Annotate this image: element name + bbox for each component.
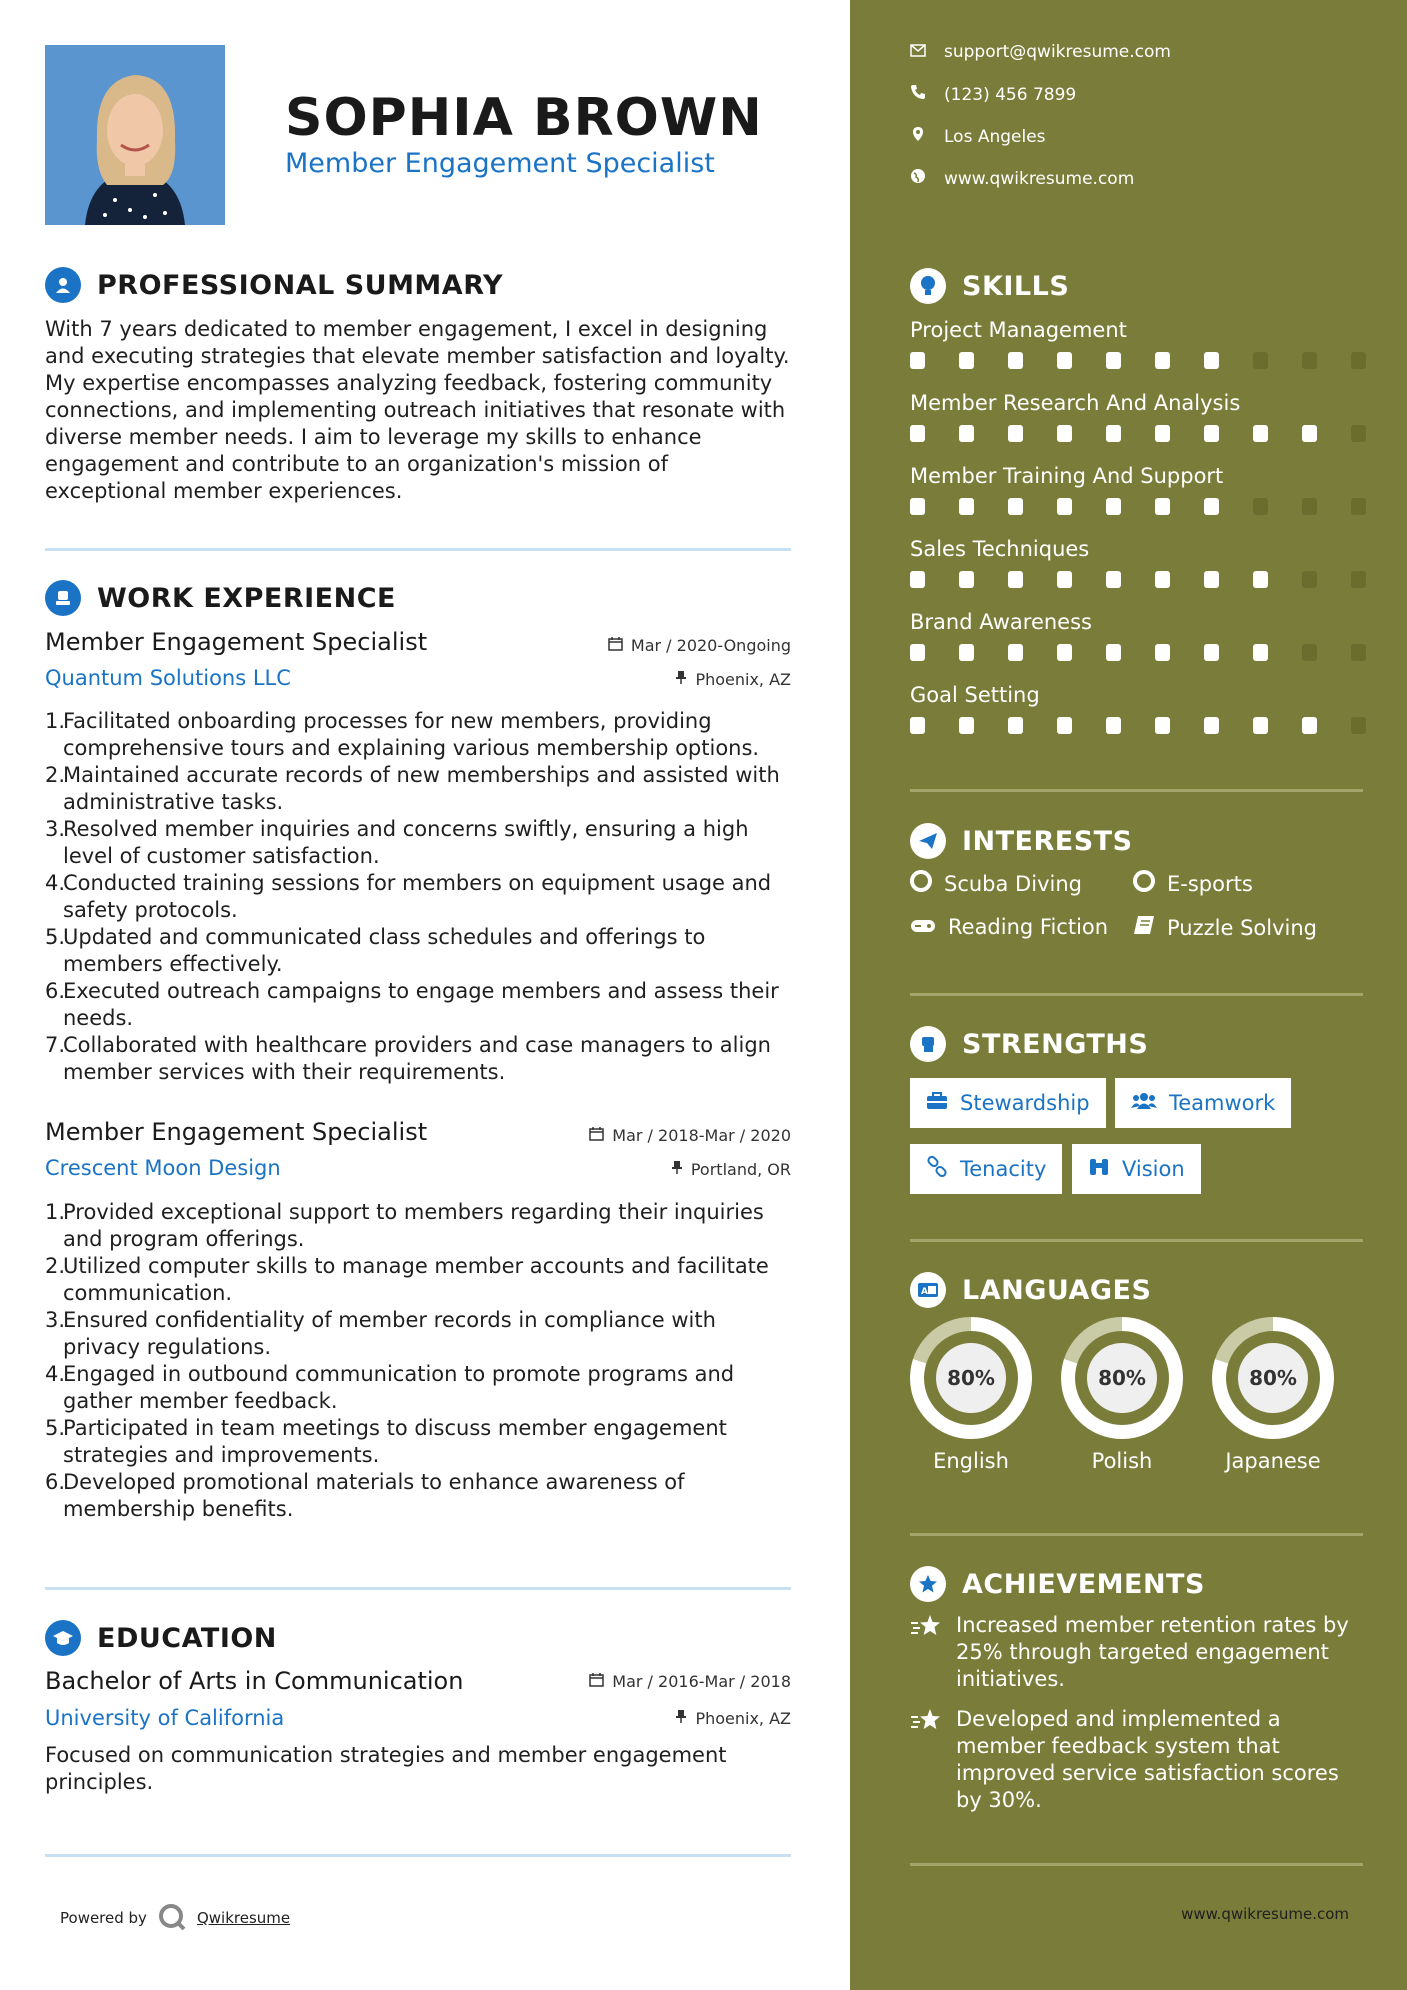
- fist-icon: [910, 1026, 946, 1062]
- qwikresume-logo-icon: [157, 1902, 187, 1934]
- sidebar: [850, 0, 1407, 1990]
- summary-line: My expertise encompasses analyzing feedback, fostering community: [45, 371, 773, 395]
- calendar-icon: [589, 1672, 604, 1691]
- skills-heading: [910, 268, 1069, 304]
- rating-dot-filled: [1253, 717, 1268, 734]
- job-location-text: Portland, OR: [690, 1160, 791, 1179]
- language-progress-ring: [910, 1317, 1032, 1439]
- rating-dot-filled: [1106, 352, 1121, 369]
- achievement-item: Developed and implemented a member feedback system that improved service satisfaction scores by 30%.: [910, 1706, 1370, 1814]
- rating-dot-filled: [1253, 644, 1268, 661]
- company-name: Quantum Solutions LLC: [45, 666, 291, 690]
- rating-dot-filled: [1008, 717, 1023, 734]
- globe-icon: [910, 168, 926, 189]
- summary-line: diverse member needs. I aim to leverage my skills to enhance: [45, 425, 702, 449]
- rating-dot-filled: [959, 498, 974, 515]
- users-icon: [1131, 1091, 1157, 1115]
- location-text: Los Angeles: [944, 126, 1046, 147]
- interest-item: [1133, 915, 1317, 940]
- strength-label: Teamwork: [1169, 1091, 1276, 1115]
- language-percent: 80%: [936, 1343, 1006, 1413]
- skill-name: Brand Awareness: [910, 610, 1092, 634]
- rating-dot-empty: [1351, 425, 1366, 442]
- rating-dot-filled: [1204, 571, 1219, 588]
- language-name: English: [933, 1449, 1009, 1473]
- rating-dot-filled: [1057, 498, 1072, 515]
- life-ring-icon: [910, 870, 932, 897]
- list-item: 2. Maintained accurate records of new memberships and assisted with administrative tasks.: [45, 763, 780, 814]
- section-divider: [45, 1854, 791, 1857]
- rating-dot-filled: [1057, 352, 1072, 369]
- list-item: 7. Collaborated with healthcare providers and case managers to align member services with their requirements.: [45, 1033, 771, 1084]
- rating-dot-filled: [1302, 425, 1317, 442]
- summary-line: connections, and implementing outreach initiatives that resonate with: [45, 398, 786, 422]
- job-date: [608, 636, 791, 655]
- rating-dot-filled: [910, 571, 925, 588]
- list-item: 5. Participated in team meetings to discuss member engagement strategies and improvements.: [45, 1416, 727, 1467]
- job-duties: [45, 1199, 795, 1523]
- user-icon: [45, 267, 81, 303]
- rating-dot-filled: [1204, 425, 1219, 442]
- language-percent: 80%: [1238, 1343, 1308, 1413]
- rating-dot-filled: [1106, 571, 1121, 588]
- calendar-icon: [608, 636, 623, 655]
- rating-dot-filled: [1204, 717, 1219, 734]
- section-divider: [910, 789, 1363, 792]
- rating-dot-filled: [910, 498, 925, 515]
- rating-dot-filled: [1057, 717, 1072, 734]
- interest-label: Scuba Diving: [944, 871, 1082, 896]
- paper-plane-icon: [910, 823, 946, 859]
- rating-dot-filled: [910, 425, 925, 442]
- strength-label: Stewardship: [960, 1091, 1090, 1115]
- rating-dot-empty: [1302, 644, 1317, 661]
- rating-dot-empty: [1351, 498, 1366, 515]
- strength-label: Vision: [1122, 1157, 1185, 1181]
- skill-name: Project Management: [910, 318, 1127, 342]
- strengths-title: STRENGTHS: [962, 1028, 1149, 1060]
- rating-dot-filled: [910, 644, 925, 661]
- achievements-heading: [910, 1566, 1205, 1602]
- interest-label: Reading Fiction: [948, 915, 1109, 939]
- list-item: 6. Executed outreach campaigns to engage members and assess their needs.: [45, 979, 779, 1030]
- job-title: Member Engagement Specialist: [45, 1118, 428, 1146]
- interest-label: Puzzle Solving: [1167, 915, 1317, 940]
- education-date: [589, 1672, 791, 1691]
- summary-line: exceptional member experiences.: [45, 479, 403, 503]
- website-text[interactable]: www.qwikresume.com: [944, 168, 1135, 189]
- pin-icon: [675, 670, 687, 689]
- rating-dot-filled: [910, 352, 925, 369]
- contact-email: [910, 42, 1171, 62]
- rating-dot-empty: [1351, 644, 1366, 661]
- map-marker-icon: [910, 126, 926, 147]
- rating-dot-filled: [1155, 498, 1170, 515]
- rating-dot-empty: [1253, 352, 1268, 369]
- list-item: 1. Facilitated onboarding processes for new members, providing comprehensive tours and explaining various membership options.: [45, 709, 760, 760]
- list-item: 5. Updated and communicated class schedules and offerings to members effectively.: [45, 925, 706, 976]
- powered-by-label: Powered by: [60, 1909, 147, 1927]
- gamepad-icon: [910, 915, 936, 939]
- email-text[interactable]: support@qwikresume.com: [944, 42, 1171, 62]
- rating-dot-filled: [1155, 571, 1170, 588]
- binoculars-icon: [1088, 1157, 1110, 1182]
- star-badge-icon: [910, 1566, 946, 1602]
- rating-dot-empty: [1351, 352, 1366, 369]
- section-divider: [910, 993, 1363, 996]
- phone-icon: [910, 84, 926, 105]
- life-ring-icon: [1133, 870, 1155, 897]
- language-progress-ring: [1212, 1317, 1334, 1439]
- rating-dot-filled: [959, 352, 974, 369]
- education-title: EDUCATION: [97, 1622, 277, 1654]
- skill-name: Member Training And Support: [910, 464, 1224, 488]
- company-name: Crescent Moon Design: [45, 1156, 281, 1180]
- skill-rating: [910, 644, 1366, 661]
- strength-tag: [1115, 1078, 1291, 1128]
- language-name: Polish: [1091, 1449, 1153, 1473]
- job-title: Member Engagement Specialist: [45, 628, 428, 656]
- rating-dot-filled: [1008, 425, 1023, 442]
- school-name: University of California: [45, 1706, 285, 1730]
- rating-dot-filled: [1106, 644, 1121, 661]
- qwikresume-link[interactable]: Qwikresume: [196, 1909, 291, 1927]
- languages-heading: [910, 1272, 1151, 1308]
- section-divider: [45, 548, 791, 551]
- rating-dot-filled: [1057, 644, 1072, 661]
- language-item: [1212, 1317, 1334, 1473]
- briefcase-icon: [45, 580, 81, 616]
- rating-dot-empty: [1302, 571, 1317, 588]
- language-percent: 80%: [1087, 1343, 1157, 1413]
- skill-rating: [910, 498, 1366, 515]
- job-location-text: Phoenix, AZ: [695, 670, 791, 689]
- strength-tag: [910, 1078, 1106, 1128]
- rating-dot-filled: [959, 644, 974, 661]
- strengths-heading: [910, 1026, 1148, 1062]
- section-divider: [45, 1587, 791, 1590]
- language-item: [1061, 1317, 1183, 1473]
- skill-rating: [910, 352, 1366, 369]
- interests-title: INTERESTS: [962, 825, 1133, 857]
- rating-dot-filled: [1008, 571, 1023, 588]
- rating-dot-filled: [1008, 644, 1023, 661]
- rating-dot-empty: [1351, 571, 1366, 588]
- achievement-item: Increased member retention rates by 25% through targeted engagement initiatives.: [910, 1612, 1370, 1693]
- translate-icon: [910, 1272, 946, 1308]
- summary-title: PROFESSIONAL SUMMARY: [97, 269, 504, 301]
- summary-line: engagement and contribute to an organization's mission of: [45, 452, 668, 476]
- summary-line: With 7 years dedicated to member engagement, I excel in designing: [45, 317, 768, 341]
- work-heading: [45, 580, 396, 616]
- footer-website[interactable]: www.qwikresume.com: [1181, 1905, 1349, 1923]
- rating-dot-filled: [1253, 571, 1268, 588]
- star-icon: [910, 1706, 942, 1814]
- rating-dot-filled: [1155, 352, 1170, 369]
- rating-dot-filled: [1106, 425, 1121, 442]
- strength-tag: [910, 1144, 1062, 1194]
- link-icon: [926, 1156, 948, 1183]
- rating-dot-empty: [1351, 717, 1366, 734]
- languages-title: LANGUAGES: [962, 1274, 1152, 1306]
- education-date-text: Mar / 2016-Mar / 2018: [612, 1672, 791, 1691]
- language-item: [910, 1317, 1032, 1473]
- briefcase-icon: [926, 1091, 948, 1115]
- section-divider: [910, 1863, 1363, 1866]
- rating-dot-filled: [1155, 644, 1170, 661]
- rating-dot-filled: [1253, 425, 1268, 442]
- summary-heading: [45, 267, 503, 303]
- phone-text: (123) 456 7899: [944, 84, 1077, 105]
- rating-dot-filled: [1204, 352, 1219, 369]
- pin-icon: [671, 1160, 683, 1179]
- graduation-cap-icon: [45, 1620, 81, 1656]
- list-item: 4. Engaged in outbound communication to promote programs and gather member feedback.: [45, 1362, 735, 1413]
- skills-title: SKILLS: [962, 270, 1070, 302]
- job-location: [675, 670, 791, 689]
- contact-website: [910, 168, 1134, 189]
- interest-item: [910, 870, 1082, 897]
- education-description: Focused on communication strategies and member engagement principles.: [45, 1743, 727, 1794]
- interest-item: [910, 915, 1108, 939]
- profile-photo: [45, 45, 225, 225]
- skill-name: Goal Setting: [910, 683, 1040, 707]
- rating-dot-filled: [1155, 717, 1170, 734]
- rating-dot-filled: [1057, 425, 1072, 442]
- rating-dot-filled: [1106, 498, 1121, 515]
- calendar-icon: [589, 1126, 604, 1145]
- rating-dot-filled: [1204, 644, 1219, 661]
- candidate-role: Member Engagement Specialist: [285, 148, 715, 179]
- section-divider: [910, 1239, 1363, 1242]
- list-item: 3. Resolved member inquiries and concerns swiftly, ensuring a high level of customer satisfaction.: [45, 817, 749, 868]
- rating-dot-filled: [1204, 498, 1219, 515]
- language-progress-ring: [1061, 1317, 1183, 1439]
- interest-item: [1133, 870, 1253, 897]
- rating-dot-filled: [1155, 425, 1170, 442]
- rating-dot-filled: [959, 425, 974, 442]
- education-heading: [45, 1620, 277, 1656]
- book-icon: [1133, 915, 1155, 940]
- list-item: 6. Developed promotional materials to enhance awareness of membership benefits.: [45, 1470, 685, 1521]
- achievements-title: ACHIEVEMENTS: [962, 1568, 1205, 1600]
- skill-rating: [910, 571, 1366, 588]
- rating-dot-filled: [1008, 498, 1023, 515]
- rating-dot-filled: [1008, 352, 1023, 369]
- degree-title: Bachelor of Arts in Communication: [45, 1667, 464, 1695]
- svg-text:A: A: [921, 1287, 929, 1297]
- job-date-text: Mar / 2018-Mar / 2020: [612, 1126, 791, 1145]
- work-title: WORK EXPERIENCE: [97, 582, 396, 614]
- education-location: [675, 1709, 791, 1728]
- strength-label: Tenacity: [960, 1157, 1047, 1181]
- skill-name: Member Research And Analysis: [910, 391, 1241, 415]
- contact-phone: [910, 84, 1076, 105]
- rating-dot-empty: [1302, 352, 1317, 369]
- job-date: [589, 1126, 791, 1145]
- rating-dot-filled: [910, 717, 925, 734]
- skill-rating: [910, 425, 1366, 442]
- job-location: [671, 1160, 791, 1179]
- rating-dot-filled: [1302, 717, 1317, 734]
- candidate-name: SOPHIA BROWN: [285, 88, 763, 148]
- interest-label: E-sports: [1167, 871, 1253, 896]
- strength-tag: [1072, 1144, 1201, 1194]
- pin-icon: [675, 1709, 687, 1728]
- section-divider: [910, 1533, 1363, 1536]
- summary-line: and executing strategies that elevate member satisfaction and loyalty.: [45, 344, 790, 368]
- job-date-text: Mar / 2020-Ongoing: [630, 636, 791, 655]
- contact-location: [910, 126, 1046, 147]
- powered-by: [60, 1902, 290, 1934]
- lightbulb-icon: [910, 268, 946, 304]
- rating-dot-filled: [1106, 717, 1121, 734]
- interests-heading: [910, 823, 1133, 859]
- education-location-text: Phoenix, AZ: [695, 1709, 791, 1728]
- skill-name: Sales Techniques: [910, 537, 1090, 561]
- list-item: 4. Conducted training sessions for members on equipment usage and safety protocols.: [45, 871, 772, 922]
- job-duties: [45, 708, 795, 1086]
- rating-dot-empty: [1253, 498, 1268, 515]
- summary-text: [45, 316, 795, 505]
- envelope-icon: [910, 42, 926, 62]
- language-name: Japanese: [1225, 1449, 1321, 1473]
- list-item: 1. Provided exceptional support to members regarding their inquiries and program offerings.: [45, 1200, 764, 1251]
- rating-dot-filled: [959, 571, 974, 588]
- star-icon: [910, 1612, 942, 1693]
- rating-dot-filled: [1057, 571, 1072, 588]
- rating-dot-filled: [959, 717, 974, 734]
- list-item: 2. Utilized computer skills to manage member accounts and facilitate communication.: [45, 1254, 769, 1305]
- rating-dot-empty: [1302, 498, 1317, 515]
- skill-rating: [910, 717, 1366, 734]
- list-item: 3. Ensured confidentiality of member records in compliance with privacy regulations.: [45, 1308, 716, 1359]
